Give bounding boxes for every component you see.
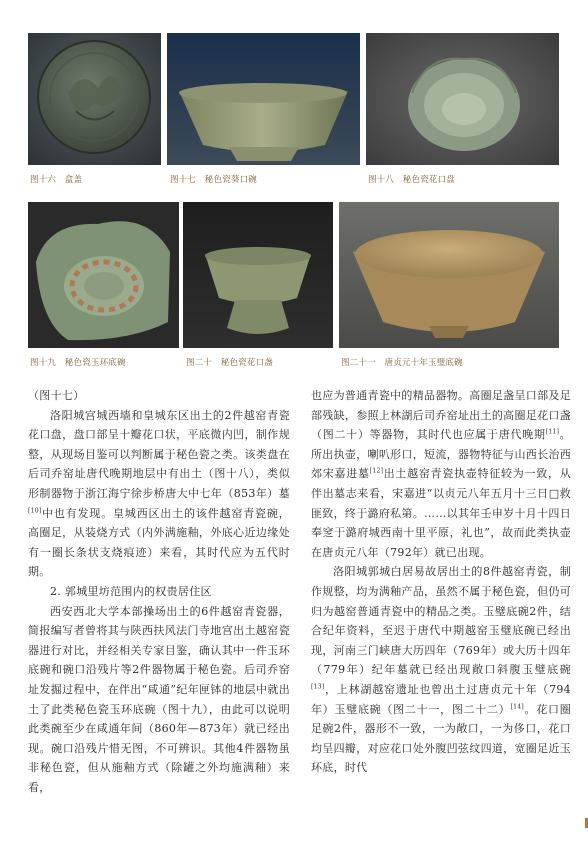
paragraph-bai-juyi-residence [311,562,571,778]
photo-flower-cup [183,202,333,348]
footnote-ref: [14] [510,702,525,710]
caption-fig20: 图二十 秘色瓷花口盏 [186,358,274,368]
footnote-ref: [12] [369,467,384,475]
text-segment: 洛阳城宫城西墙和皇城东区出土的2件越窑青瓷花口盘，盘口部呈十瓣花口状，平底微内凹，制作规整，从现场目鉴可以判断属于秘色瓷之类。该类盘在后司乔窑址唐代晚期地层中有出土（图十八），类似形制器物于浙江海宁徐步桥唐大中七年（853年）墓 [28,408,290,500]
paragraph-fig17-ref: （图十七） [28,389,85,402]
text-segment: ，上林湖越窑遗址也曾出土过唐贞元十年（794年）玉璧底碗（图二十一，图二十二） [311,682,571,716]
caption-fig16: 图十六 盒盖 [30,175,83,185]
photo-lobed-bowl [167,33,360,165]
text-segment: 洛阳城郭城白居易故居出土的8件越窑青瓷，制作规整，均为满釉产品，虽然不属于秘色瓷，但仍可归为越窑普通青瓷中的精品之类。玉璧底碗2件，结合纪年资料，至迟于唐代中期越窑玉璧底碗已经出现，河南三门峡唐大历四年（769年）或大历十四年（779年）纪年墓就已经出现敞口斜腹玉璧底碗 [311,565,571,677]
footnote-ref: [13] [311,683,325,691]
photo-flower-plate [366,33,559,165]
section-heading: 2. 郭城里坊范围内的权贵居住区 [50,584,212,598]
text-segment: 。花口圈足碗2件，器形不一致，一为敞口，一为侈口，花口均呈四瓣，对应花口处外腹凹弦纹四道，宽圈足近玉环底，时代 [311,702,571,775]
photo-box-lid [28,33,161,165]
paragraph-cup-and-ewer [311,386,571,562]
caption-fig19: 图十九 秘色瓷玉环底碗 [30,358,126,368]
caption-fig21: 图二十一 唐贞元十年玉璧底碗 [341,358,463,368]
caption-fig18: 图十八 秘色瓷花口盘 [368,175,456,185]
paragraph-xian-finds: 西安西北大学本部操场出土的6件越窑青瓷器，简报编写者曾将其与陕西扶风法门寺地宫出土越窑瓷器进行对比，并经相关专家目鉴，确认其中一件玉环底碗和碗口沿残片等2件器物属于秘色瓷。后司乔窑址发掘过程中，在伴出“咸通”纪年匣钵的地层中就出土了此类秘色瓷玉环底碗（图十九），由此可以说明此类碗至少在咸通年间（860年—873年）就已经出现。碗口沿残片惜无图，不可辨识。其他4件器物虽非秘色瓷，但从施釉方式（除罐之外均施满釉）来看， [28,604,290,794]
text-segment: 出土越窑青瓷执壶特征较为一致，从伴出墓志来看，宋嘉进“以贞元八年五月十三日□救匪致，终于潞府私第。……以其年壬申岁十月十四日奉窆于潞府城西南十里平原，礼也”，故而此类执壶在唐贞元八年（792年）就已出现。 [311,467,571,559]
footnote-ref: [10] [28,506,42,514]
text-segment: 也应为普通青瓷中的精品器物。高圈足盏呈口部及足部残缺，参照上林湖后司乔窑址出土的高圈足花口盏（图二十）等器物，其时代也应属于唐代晚期 [311,389,571,442]
text-segment: 中也有发现。皇城西区出土的该件越窑青瓷碗，高圈足，从装烧方式（内外满施釉，外底心近边缘处有一圈长条状支烧痕迹）来看，其时代应为五代时期。 [28,506,290,579]
text-segment: 。所出执壶，喇叭形口，短流，器物特征与山西长治西郊宋嘉进墓 [311,428,571,481]
left-column [28,386,290,797]
footnote-ref: [11] [545,428,560,436]
photo-ring-foot-bowl [28,202,179,348]
paragraph-luoyang-plates [28,406,290,582]
right-column [311,386,571,778]
caption-fig17: 图十七 秘色瓷葵口碗 [170,175,258,185]
photo-jade-disc-bowl [339,202,559,348]
